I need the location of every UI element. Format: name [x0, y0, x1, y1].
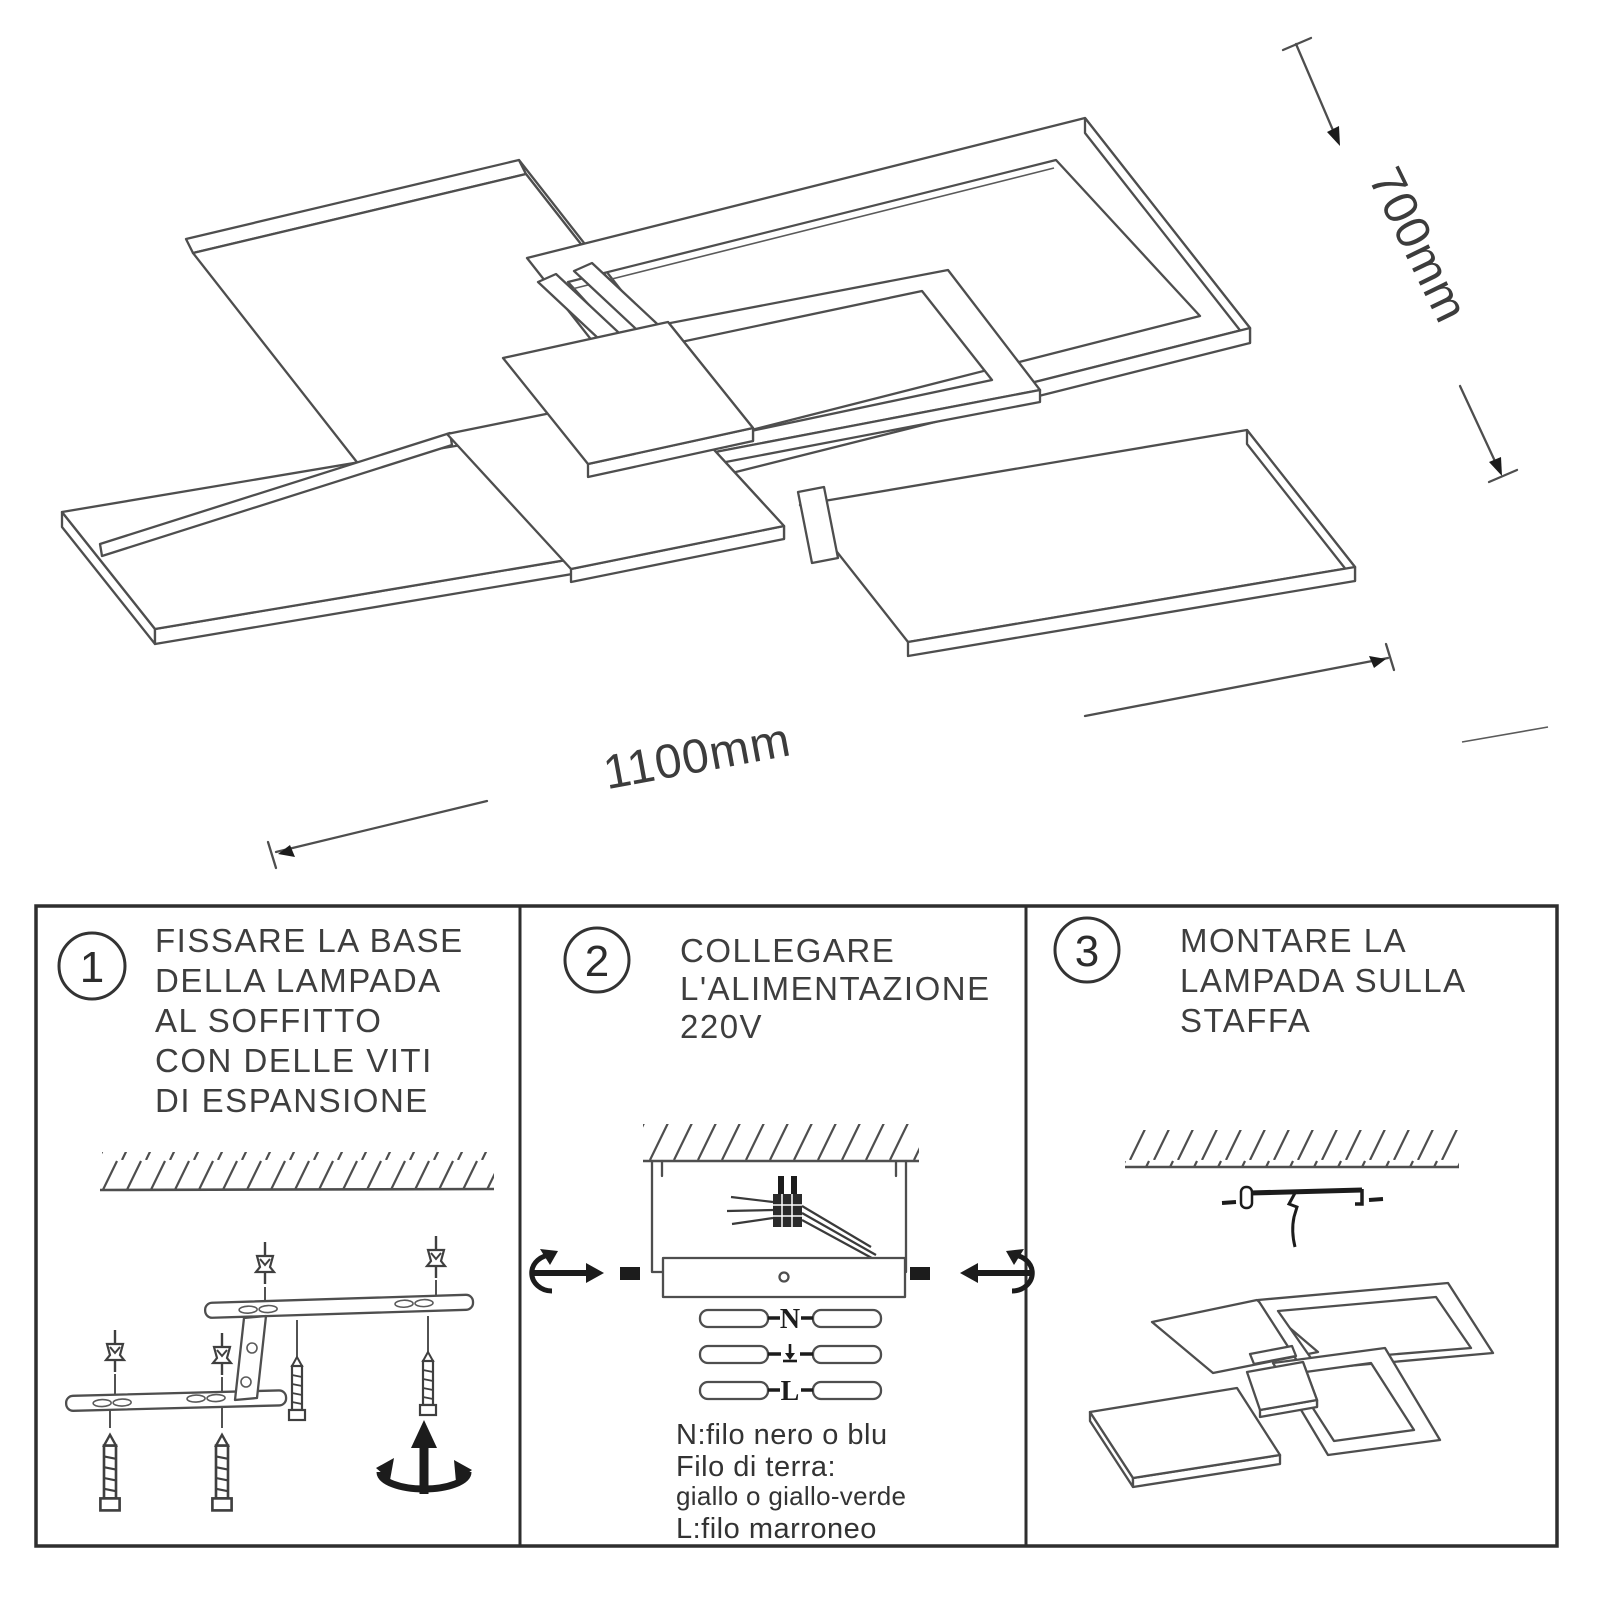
suspension-wire-left: [652, 1161, 664, 1272]
panel-bottom-right: [798, 430, 1355, 656]
dimension-line: [1460, 386, 1500, 472]
screw-icon: [212, 1435, 231, 1511]
step-1-text-line: DI ESPANSIONE: [155, 1082, 429, 1119]
anchor-icon: [256, 1242, 274, 1284]
wire-note-line: N:filo nero o blu: [676, 1419, 888, 1451]
dimension-label-1100: 1100mm: [599, 713, 796, 801]
step-2-text-line: L'ALIMENTAZIONE: [680, 970, 991, 1007]
earth-symbol: [783, 1344, 797, 1361]
step-1-text-line: DELLA LAMPADA: [155, 962, 442, 999]
wire-note-line: giallo o giallo-verde: [676, 1481, 907, 1511]
mini-lamp-drawing: [1090, 1283, 1493, 1487]
step-3-panel: [1055, 918, 1493, 1487]
dimension-line: [1085, 658, 1388, 716]
terminal-row-n: [700, 1304, 881, 1335]
step-2-illustration: [532, 1124, 1033, 1545]
side-screw-body: [620, 1267, 640, 1280]
dimension-label-700: 700mm: [1357, 159, 1478, 332]
terminal-capsule: [700, 1382, 768, 1399]
power-wires: [727, 1197, 881, 1263]
screw-icon: [420, 1352, 436, 1415]
bracket-wire: [1289, 1193, 1297, 1247]
step-2-text-line: 220V: [680, 1008, 764, 1045]
step-2-number: 2: [584, 937, 610, 986]
step-2-panel: [532, 928, 1033, 1545]
step-1-number: 1: [79, 943, 105, 992]
screw-icon: [289, 1357, 305, 1420]
dimension-line: [276, 801, 487, 852]
z-bracket: [235, 1316, 266, 1400]
dimension-tick: [1489, 470, 1517, 482]
ceiling-hatch: [643, 1124, 919, 1160]
dimension-1100mm: [268, 644, 1548, 868]
terminal-capsule: [813, 1346, 881, 1363]
ceiling-hatch: [1125, 1130, 1459, 1166]
bracket-profile: [1222, 1187, 1383, 1247]
mounting-plate: [663, 1258, 905, 1297]
panel-hanger-rail: [798, 487, 838, 563]
anchor-icon: [213, 1333, 231, 1375]
terminal-capsule: [813, 1310, 881, 1327]
dimension-arrow: [1489, 457, 1502, 476]
wire-note-line: L:filo marroneo: [676, 1513, 877, 1545]
terminal-row-earth: [700, 1344, 881, 1363]
dimension-tick: [268, 842, 276, 868]
lamp-isometric-drawing: [62, 118, 1355, 656]
side-screw-icon: [960, 1249, 1032, 1291]
dimension-arrow: [1327, 126, 1340, 146]
screw-icon: [100, 1435, 119, 1511]
mini-plate: [1247, 1362, 1317, 1410]
step-3-illustration: [1090, 1130, 1493, 1487]
terminal-capsule: [700, 1346, 768, 1363]
anchor-icon: [427, 1236, 445, 1278]
terminal-capsule: [813, 1382, 881, 1399]
side-screw-icon: [532, 1249, 604, 1291]
step-3-text-line: LAMPADA SULLA: [1180, 962, 1467, 999]
step-3-text-line: MONTARE LA: [1180, 922, 1408, 959]
rotate-arrow-icon: [376, 1420, 472, 1494]
dimension-700mm: [1283, 38, 1517, 482]
step-1-text-line: AL SOFFITTO: [155, 1002, 383, 1039]
terminal-row-l: [700, 1376, 881, 1407]
terminal-label-n: N: [779, 1304, 801, 1335]
ceiling-line: [100, 1189, 494, 1190]
wire-note-line: Filo di terra:: [676, 1451, 837, 1483]
step-3-text-line: STAFFA: [1180, 1002, 1312, 1039]
step-1-text-line: FISSARE LA BASE: [155, 922, 464, 959]
dimension-line: [1296, 44, 1338, 142]
step-1-panel: [59, 922, 494, 1510]
terminal-label-l: L: [780, 1376, 800, 1407]
stray-mark: [1462, 727, 1548, 742]
step-1-illustration: [66, 1152, 494, 1510]
terminal-capsule: [700, 1310, 768, 1327]
anchor-icon: [106, 1330, 124, 1372]
step-2-text-line: COLLEGARE: [680, 932, 896, 969]
ceiling-hatch: [102, 1152, 494, 1189]
step-3-number: 3: [1074, 927, 1100, 976]
frame-side: [1085, 118, 1250, 343]
wire-connector-block: [773, 1176, 802, 1227]
side-screw-body: [910, 1267, 930, 1280]
suspension-wire-right: [894, 1161, 906, 1272]
step-1-text-line: CON DELLE VITI: [155, 1042, 433, 1079]
